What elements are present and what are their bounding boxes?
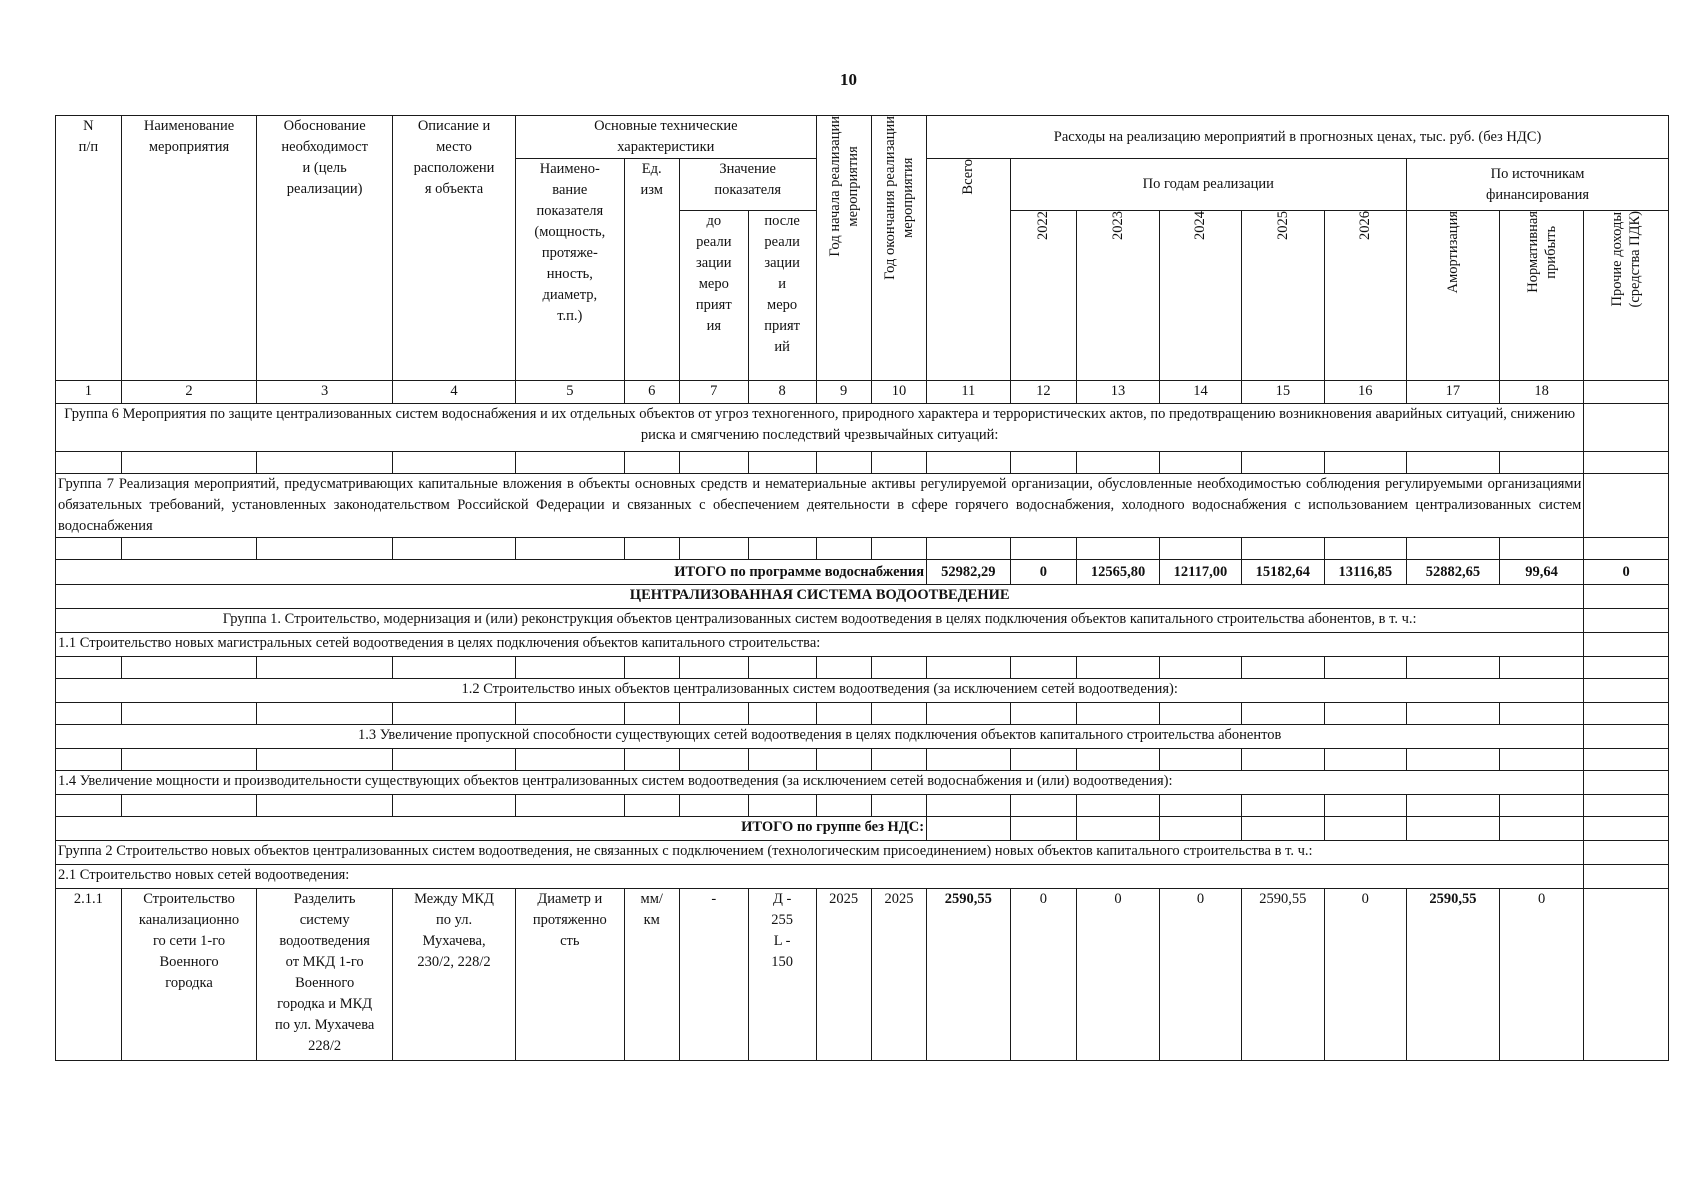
empty-cell <box>1584 703 1669 725</box>
water-total-value: 13116,85 <box>1324 560 1406 585</box>
empty-cell <box>1584 725 1669 749</box>
empty-cell <box>816 452 871 474</box>
empty-cell <box>516 749 625 771</box>
empty-cell <box>816 657 871 679</box>
header-npp: N п/п <box>56 116 122 381</box>
row-y2024: 0 <box>1159 889 1241 1061</box>
empty-cell <box>816 749 871 771</box>
empty-cell <box>1242 452 1324 474</box>
sewer-group2-heading: Группа 2 Строительство новых объектов централизованных систем водоотведения, не связанных с подключением (технологическим присоединением) новых объектов капитального строительства в т. ч.: <box>56 841 1584 865</box>
sewer-group1-heading: Группа 1. Строительство, модернизация и (или) реконструкция объектов централизованных систем водоотведения в целях подключения объектов капитального строительства абонентов, в т. ч.: <box>56 609 1584 633</box>
row-other <box>1584 889 1669 1061</box>
header-costs: Расходы на реализацию мероприятий в прогнозных ценах, тыс. руб. (без НДС) <box>927 116 1669 159</box>
col-number: 12 <box>1010 381 1077 404</box>
empty-row <box>56 749 1669 771</box>
empty-row <box>56 538 1669 560</box>
empty-row <box>56 703 1669 725</box>
empty-cell <box>257 749 393 771</box>
row-justification: Разделить систему водоотведения от МКД 1-го Военного городка и МКД по ул. Мухачева 228/2 <box>257 889 393 1061</box>
section-1-1-heading: 1.1 Строительство новых магистральных сетей водоотведения в целях подключения объектов капитального строительства: <box>56 633 1584 657</box>
water-total-label: ИТОГО по программе водоснабжения <box>56 560 927 585</box>
empty-cell <box>1077 452 1159 474</box>
empty-cell <box>1499 749 1584 771</box>
empty-cell <box>1584 538 1669 560</box>
table-row <box>56 889 1669 1061</box>
empty-row <box>56 657 1669 679</box>
empty-cell <box>392 703 515 725</box>
header-normative-profit-text: Нормативная прибыть <box>1524 211 1559 293</box>
empty-cell <box>748 452 816 474</box>
empty-cell <box>257 538 393 560</box>
empty-cell <box>56 538 122 560</box>
empty-cell <box>1499 817 1584 841</box>
row-y2023: 0 <box>1077 889 1159 1061</box>
empty-cell <box>748 538 816 560</box>
row-before: - <box>679 889 748 1061</box>
water-total-value: 99,64 <box>1499 560 1584 585</box>
empty-cell <box>1242 703 1324 725</box>
empty-cell <box>1584 585 1669 609</box>
header-year-2025 <box>1242 211 1324 381</box>
header-normative-profit <box>1499 211 1584 381</box>
empty-cell <box>392 795 515 817</box>
empty-cell <box>748 703 816 725</box>
empty-cell <box>927 817 1010 841</box>
header-year-start <box>816 116 871 381</box>
water-total-value: 12565,80 <box>1077 560 1159 585</box>
empty-cell <box>257 703 393 725</box>
empty-cell <box>624 657 679 679</box>
empty-cell <box>56 703 122 725</box>
empty-cell <box>1499 795 1584 817</box>
col-number: 13 <box>1077 381 1159 404</box>
empty-cell <box>516 657 625 679</box>
header-year-end <box>871 116 926 381</box>
col-number: 11 <box>927 381 1010 404</box>
row-total: 2590,55 <box>927 889 1010 1061</box>
empty-cell <box>1010 795 1077 817</box>
header-year-2024-text: 2024 <box>1192 211 1209 240</box>
empty-row <box>56 452 1669 474</box>
col-number: 10 <box>871 381 926 404</box>
empty-cell <box>1499 657 1584 679</box>
empty-cell <box>56 452 122 474</box>
empty-cell <box>1584 609 1669 633</box>
col-number: 4 <box>392 381 515 404</box>
col-number: 7 <box>679 381 748 404</box>
col-number: 2 <box>121 381 257 404</box>
section-1-2-heading: 1.2 Строительство иных объектов централизованных систем водоотведения (за исключением сетей водоотведения): <box>56 679 1584 703</box>
row-year-start: 2025 <box>816 889 871 1061</box>
empty-cell <box>1324 749 1406 771</box>
col-number: 3 <box>257 381 393 404</box>
empty-cell <box>1324 657 1406 679</box>
empty-cell <box>1077 817 1159 841</box>
section-1-3-heading: 1.3 Увеличение пропускной способности существующих сетей водоотведения в целях подключения объектов капитального строительства абонентов <box>56 725 1584 749</box>
empty-cell <box>1242 538 1324 560</box>
empty-cell <box>1010 657 1077 679</box>
empty-cell <box>1159 703 1241 725</box>
section-2-1-heading: 2.1 Строительство новых сетей водоотведения: <box>56 865 1584 889</box>
empty-cell <box>624 703 679 725</box>
row-name: Строительство канализационно го сети 1-го Военного городка <box>121 889 257 1061</box>
empty-cell <box>121 749 257 771</box>
empty-cell <box>257 657 393 679</box>
empty-cell <box>1584 679 1669 703</box>
header-other-income-text: Прочие доходы (средства ПДК) <box>1609 211 1644 308</box>
empty-cell <box>1159 749 1241 771</box>
empty-cell <box>871 795 926 817</box>
empty-cell <box>121 452 257 474</box>
empty-cell <box>1407 749 1500 771</box>
header-year-2023-text: 2023 <box>1110 211 1127 240</box>
group-total-row <box>56 817 1669 841</box>
header-tech: Основные технические характеристики <box>516 116 816 159</box>
empty-cell <box>927 749 1010 771</box>
empty-cell <box>871 749 926 771</box>
col-number: 8 <box>748 381 816 404</box>
empty-cell <box>927 657 1010 679</box>
empty-cell <box>516 452 625 474</box>
empty-cell <box>1499 538 1584 560</box>
empty-cell <box>1584 404 1669 452</box>
header-year-2023 <box>1077 211 1159 381</box>
water-total-value: 0 <box>1584 560 1669 585</box>
group7-heading: Группа 7 Реализация мероприятий, предусматривающих капитальные вложения в объекты основных средств и нематериальные активы регулируемой организации, обусловленные необходимостью соблюдения регулируемыми организациями обязательных требований, установленных законодательством Российской Федерации и связанных с обеспечением деятельности в сфере горячего водоснабжения, холодного водоснабжения с использованием централизованных систем водоснабжения <box>56 474 1584 538</box>
empty-cell <box>871 538 926 560</box>
empty-cell <box>1242 817 1324 841</box>
header-amortization <box>1407 211 1500 381</box>
empty-cell <box>1242 657 1324 679</box>
empty-cell <box>1584 657 1669 679</box>
empty-cell <box>1010 538 1077 560</box>
column-numbers-row <box>56 381 1669 404</box>
empty-cell <box>1242 749 1324 771</box>
empty-cell <box>257 452 393 474</box>
empty-cell <box>927 795 1010 817</box>
empty-cell <box>679 538 748 560</box>
empty-cell <box>1407 657 1500 679</box>
row-number: 2.1.1 <box>56 889 122 1061</box>
empty-cell <box>1584 771 1669 795</box>
empty-cell <box>679 795 748 817</box>
empty-cell <box>1584 795 1669 817</box>
empty-cell <box>56 749 122 771</box>
empty-cell <box>1584 633 1669 657</box>
empty-cell <box>392 452 515 474</box>
row-location: Между МКД по ул. Мухачева, 230/2, 228/2 <box>392 889 515 1061</box>
empty-cell <box>56 795 122 817</box>
empty-cell <box>748 749 816 771</box>
empty-cell <box>1499 452 1584 474</box>
empty-cell <box>1324 538 1406 560</box>
sewer-section-title: ЦЕНТРАЛИЗОВАННАЯ СИСТЕМА ВОДООТВЕДЕНИЕ <box>56 585 1584 609</box>
group-total-label: ИТОГО по группе без НДС: <box>56 817 927 841</box>
empty-cell <box>257 795 393 817</box>
row-profit: 0 <box>1499 889 1584 1061</box>
col-number: 5 <box>516 381 625 404</box>
empty-cell <box>1584 452 1669 474</box>
empty-cell <box>121 538 257 560</box>
empty-cell <box>1010 703 1077 725</box>
empty-cell <box>1077 703 1159 725</box>
col-number: 18 <box>1499 381 1584 404</box>
header-year-2024 <box>1159 211 1241 381</box>
water-total-value: 15182,64 <box>1242 560 1324 585</box>
header-year-end-text: Год окончания реализации мероприятия <box>881 116 916 280</box>
empty-cell <box>679 749 748 771</box>
empty-cell <box>624 795 679 817</box>
empty-cell <box>1010 817 1077 841</box>
header-justification: Обоснование необходимост и (цель реализации) <box>257 116 393 381</box>
water-total-value: 52982,29 <box>927 560 1010 585</box>
header-amortization-text: Амортизация <box>1444 211 1461 294</box>
empty-cell <box>679 703 748 725</box>
header-other-income <box>1584 211 1669 381</box>
water-total-value: 12117,00 <box>1159 560 1241 585</box>
empty-cell <box>1407 452 1500 474</box>
empty-cell <box>516 703 625 725</box>
col-number: 17 <box>1407 381 1500 404</box>
empty-cell <box>392 538 515 560</box>
empty-cell <box>121 795 257 817</box>
header-location: Описание и место расположени я объекта <box>392 116 515 381</box>
empty-cell <box>871 703 926 725</box>
empty-cell <box>1407 817 1500 841</box>
empty-cell <box>1077 795 1159 817</box>
empty-cell <box>1010 452 1077 474</box>
empty-cell <box>679 657 748 679</box>
empty-cell <box>1324 817 1406 841</box>
empty-cell <box>1159 657 1241 679</box>
investment-program-table <box>55 115 1669 1061</box>
col-number: 16 <box>1324 381 1406 404</box>
empty-cell <box>1584 841 1669 865</box>
empty-cell <box>871 657 926 679</box>
row-y2022: 0 <box>1010 889 1077 1061</box>
row-y2026: 0 <box>1324 889 1406 1061</box>
col-number: 14 <box>1159 381 1241 404</box>
header-after: после реали зации и меро прият ий <box>748 211 816 381</box>
col-number: 15 <box>1242 381 1324 404</box>
header-unit: Ед. изм <box>624 159 679 381</box>
header-total-text: Всего <box>960 159 977 195</box>
empty-cell <box>1159 452 1241 474</box>
empty-cell <box>1159 817 1241 841</box>
empty-cell <box>1584 749 1669 771</box>
empty-cell <box>1077 657 1159 679</box>
empty-cell <box>624 452 679 474</box>
water-total-row <box>56 560 1669 585</box>
col-number: 1 <box>56 381 122 404</box>
water-total-value: 0 <box>1010 560 1077 585</box>
header-year-2022 <box>1010 211 1077 381</box>
empty-cell <box>1077 538 1159 560</box>
col-number: 9 <box>816 381 871 404</box>
empty-cell <box>121 703 257 725</box>
empty-cell <box>392 657 515 679</box>
header-indicator-name: Наимено- вание показателя (мощность, протяже- нность, диаметр, т.п.) <box>516 159 625 381</box>
row-unit: мм/ км <box>624 889 679 1061</box>
col-number <box>1584 381 1669 404</box>
empty-cell <box>748 657 816 679</box>
empty-cell <box>1324 703 1406 725</box>
row-y2025: 2590,55 <box>1242 889 1324 1061</box>
empty-cell <box>1584 474 1669 538</box>
empty-cell <box>1584 865 1669 889</box>
header-by-years: По годам реализации <box>1010 159 1406 211</box>
empty-cell <box>1159 795 1241 817</box>
empty-cell <box>1407 538 1500 560</box>
empty-cell <box>1407 795 1500 817</box>
water-total-value: 52882,65 <box>1407 560 1500 585</box>
section-1-4-heading: 1.4 Увеличение мощности и производительности существующих объектов централизованных систем водоотведения (за исключением сетей водоснабжения и (или) водоотведения): <box>56 771 1584 795</box>
header-year-2026-text: 2026 <box>1357 211 1374 240</box>
page-number: 10 <box>840 70 857 89</box>
col-number: 6 <box>624 381 679 404</box>
empty-cell <box>927 703 1010 725</box>
empty-cell <box>1584 817 1669 841</box>
empty-cell <box>1324 452 1406 474</box>
empty-cell <box>1159 538 1241 560</box>
empty-cell <box>1407 703 1500 725</box>
empty-cell <box>121 657 257 679</box>
empty-cell <box>516 795 625 817</box>
header-year-2025-text: 2025 <box>1274 211 1291 240</box>
empty-cell <box>679 452 748 474</box>
header-total <box>927 159 1010 381</box>
empty-cell <box>816 703 871 725</box>
empty-cell <box>1010 749 1077 771</box>
empty-cell <box>927 538 1010 560</box>
empty-cell <box>1242 795 1324 817</box>
header-by-sources: По источникам финансирования <box>1407 159 1669 211</box>
group6-heading: Группа 6 Мероприятия по защите централизованных систем водоснабжения и их отдельных объектов от угроз техногенного, природного характера и террористических актов, по предотвращению возникновения аварийных ситуаций, снижению риска и смягчению последствий чрезвычайных ситуаций: <box>56 404 1584 452</box>
empty-cell <box>392 749 515 771</box>
empty-cell <box>871 452 926 474</box>
header-indicator-value: Значение показателя <box>679 159 816 211</box>
row-after: Д - 255 L - 150 <box>748 889 816 1061</box>
empty-cell <box>1077 749 1159 771</box>
empty-cell <box>1499 703 1584 725</box>
row-indicator: Диаметр и протяженно сть <box>516 889 625 1061</box>
empty-cell <box>56 657 122 679</box>
empty-cell <box>1324 795 1406 817</box>
empty-row <box>56 795 1669 817</box>
empty-cell <box>624 538 679 560</box>
empty-cell <box>748 795 816 817</box>
header-year-2022-text: 2022 <box>1035 211 1052 240</box>
row-year-end: 2025 <box>871 889 926 1061</box>
empty-cell <box>927 452 1010 474</box>
header-year-start-text: Год начала реализации мероприятия <box>826 116 861 257</box>
header-year-2026 <box>1324 211 1406 381</box>
empty-cell <box>816 538 871 560</box>
row-amortization: 2590,55 <box>1407 889 1500 1061</box>
empty-cell <box>516 538 625 560</box>
header-before: до реали зации меро прият ия <box>679 211 748 381</box>
header-name: Наименование мероприятия <box>121 116 257 381</box>
empty-cell <box>816 795 871 817</box>
empty-cell <box>624 749 679 771</box>
